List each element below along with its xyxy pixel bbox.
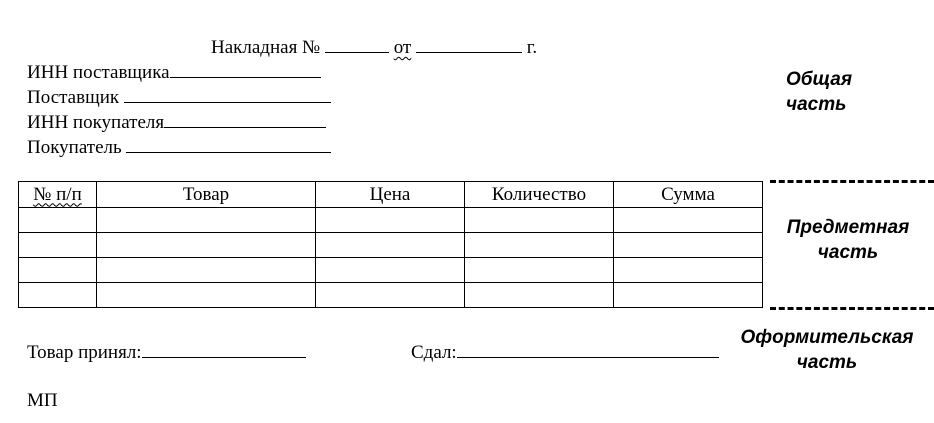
column-header: Количество — [465, 182, 614, 208]
section-general — [786, 67, 852, 117]
table-cell[interactable] — [97, 283, 316, 308]
table-cell[interactable] — [465, 233, 614, 258]
received-blank[interactable] — [142, 341, 306, 358]
table-cell[interactable] — [316, 233, 465, 258]
section-formal — [720, 325, 934, 375]
supplier-label: Поставщик — [27, 87, 120, 108]
table-cell[interactable] — [465, 258, 614, 283]
buyer-line — [27, 136, 331, 157]
column-header: Товар — [97, 182, 316, 208]
table-cell[interactable] — [614, 208, 763, 233]
table-row — [19, 258, 763, 283]
table-cell[interactable] — [19, 258, 97, 283]
buyer-label: Покупатель — [27, 137, 122, 158]
table-cell[interactable] — [614, 283, 763, 308]
section-subject-line2: часть — [817, 242, 879, 263]
table-header-row — [19, 182, 763, 208]
supplier-inn-label: ИНН поставщика — [27, 62, 170, 83]
table-cell[interactable] — [316, 258, 465, 283]
table-row — [19, 233, 763, 258]
table-cell[interactable] — [316, 283, 465, 308]
table-cell[interactable] — [97, 258, 316, 283]
table-cell[interactable] — [97, 208, 316, 233]
table-cell[interactable] — [465, 208, 614, 233]
table-row — [19, 208, 763, 233]
table-cell[interactable] — [316, 208, 465, 233]
supplier-blank[interactable] — [124, 86, 331, 103]
stamp-label: МП — [27, 390, 58, 411]
from-label: от — [393, 37, 412, 58]
supplier-line — [27, 86, 331, 107]
invoice-header — [211, 36, 537, 57]
table-row — [19, 283, 763, 308]
column-header: Сумма — [614, 182, 763, 208]
invoice-number-blank[interactable] — [325, 36, 389, 53]
section-general-line1: Общая — [786, 69, 853, 90]
table-cell[interactable] — [19, 283, 97, 308]
year-label: г. — [526, 37, 538, 58]
section-formal-line1: Оформительская — [740, 327, 914, 348]
buyer-inn-line — [27, 111, 326, 132]
buyer-blank[interactable] — [126, 136, 331, 153]
separator-bottom — [770, 307, 934, 310]
handed-blank[interactable] — [457, 341, 719, 358]
separator-top — [770, 180, 934, 183]
section-formal-line2: часть — [796, 352, 858, 373]
column-header: Цена — [316, 182, 465, 208]
invoice-date-blank[interactable] — [416, 36, 522, 53]
section-subject-line1: Предметная — [786, 217, 910, 238]
received-line — [27, 341, 306, 362]
section-subject — [773, 215, 923, 265]
supplier-inn-blank[interactable] — [170, 61, 321, 78]
items-table — [18, 181, 763, 308]
handed-line — [411, 341, 719, 362]
table-cell[interactable] — [465, 283, 614, 308]
invoice-title: Накладная № — [211, 37, 321, 58]
supplier-inn-line — [27, 61, 321, 82]
table-cell[interactable] — [614, 233, 763, 258]
section-general-line2: часть — [786, 94, 847, 115]
received-label: Товар принял: — [27, 342, 142, 363]
handed-label: Сдал: — [411, 342, 457, 363]
column-header: № п/п — [19, 182, 97, 208]
buyer-inn-label: ИНН покупателя — [27, 112, 165, 133]
table-cell[interactable] — [19, 233, 97, 258]
table-cell[interactable] — [19, 208, 97, 233]
table-cell[interactable] — [97, 233, 316, 258]
buyer-inn-blank[interactable] — [164, 111, 326, 128]
table-cell[interactable] — [614, 258, 763, 283]
